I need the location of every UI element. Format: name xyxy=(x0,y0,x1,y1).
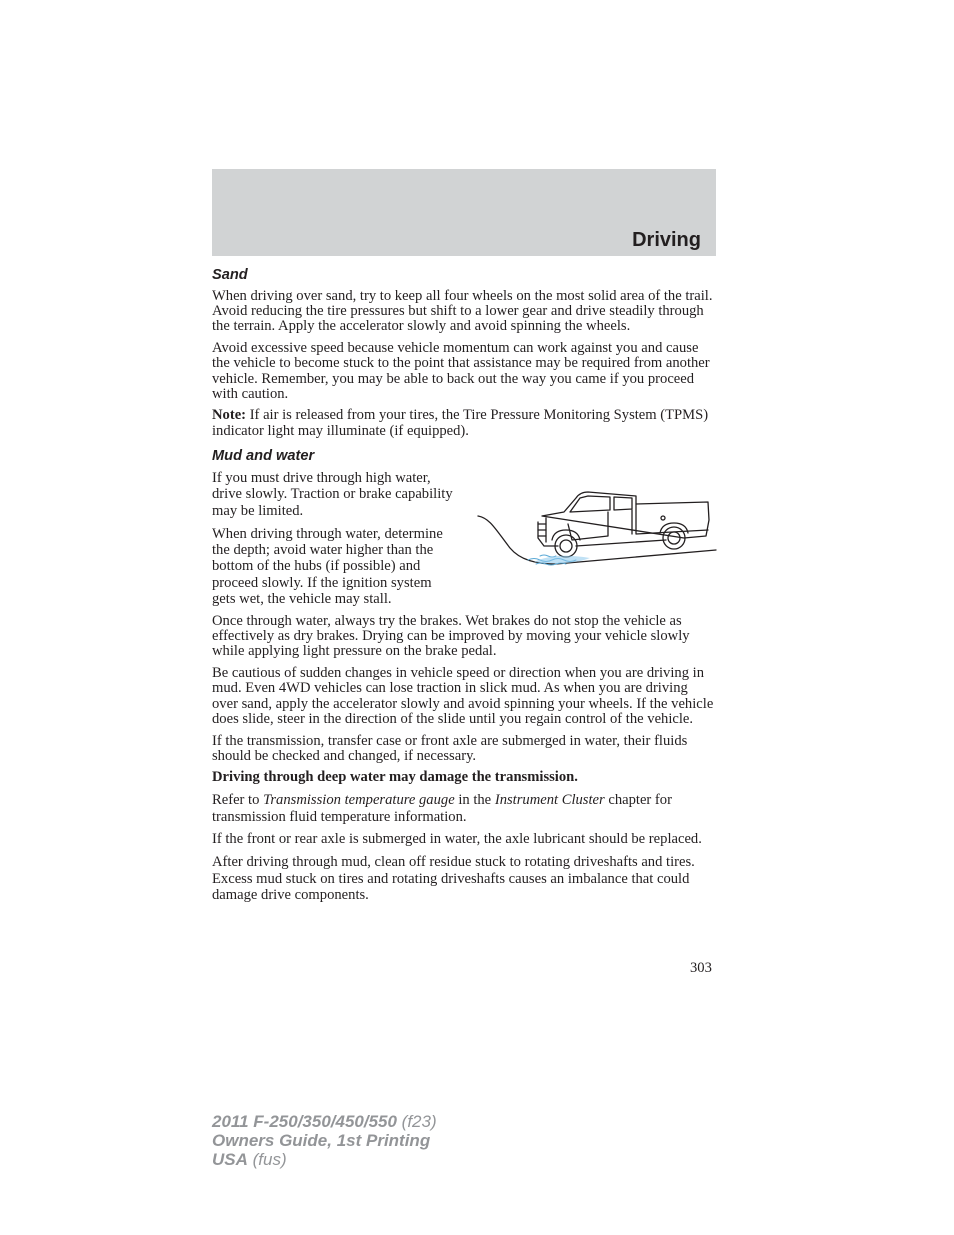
mud-paragraph-2: When driving through water, determine the depth; avoid water higher than the bottom of the hubs (if possible) and proceed slowly. If the ignition system gets wet, the vehicle may stall. xyxy=(212,525,443,608)
mud-intro-block xyxy=(212,470,716,608)
section-title: Driving xyxy=(632,229,701,251)
sand-note xyxy=(212,408,716,438)
refer-paragraph xyxy=(212,792,716,825)
mud-paragraph-4: Be cautious of sudden changes in vehicle speed or direction when you are driving in mud. Even 4WD vehicles can lose traction in slick mud. As when you are driving over sand, apply the accelerator slowly and avoid spinning your wheels. If the vehicle does slide, steer in the direction of the slide until you regain control of the vehicle. xyxy=(212,665,714,727)
footer-model: 2011 F-250/350/450/550 xyxy=(212,1112,397,1131)
footer-line-1 xyxy=(212,1112,437,1131)
footer-line-3 xyxy=(212,1150,437,1169)
mud-paragraph-5: If the transmission, transfer case or front axle are submerged in water, their fluids should be checked and changed, if necessary. xyxy=(212,732,688,764)
header-band xyxy=(212,169,716,256)
instrument-cluster-reference: Instrument Cluster xyxy=(494,792,605,809)
page-content xyxy=(212,266,716,910)
refer-text-c: chapter for transmission fluid temperature information. xyxy=(212,792,672,825)
footer-line-2: Owners Guide, 1st Printing xyxy=(212,1131,431,1150)
footer-region: USA xyxy=(212,1150,248,1169)
mud-water-heading: Mud and water xyxy=(212,447,315,464)
refer-text-a: Refer to xyxy=(212,792,264,809)
sand-paragraph-1: When driving over sand, try to keep all four wheels on the most solid area of the trail. Avoid reducing the tire pressures but shift to a lower gear and drive steadily through the terrain. Apply the accelerator slowly and avoid spinning the wheels. xyxy=(212,288,713,335)
refer-text-b: in the xyxy=(454,792,495,809)
sand-paragraph-2: Avoid excessive speed because vehicle momentum can work against you and cause the vehicle to become stuck to the point that assistance may be required from another vehicle. Remember, you may be able to back out the way you came if you proceed with caution. xyxy=(212,340,710,402)
mud-paragraph-1: If you must drive through high water, drive slowly. Traction or brake capability may be limited. xyxy=(212,469,453,519)
footer-region-code: (fus) xyxy=(247,1150,287,1169)
note-label: Note: xyxy=(212,407,247,424)
document-footer xyxy=(212,1112,437,1169)
deep-water-warning: Driving through deep water may damage the transmission. xyxy=(212,769,578,786)
sand-heading: Sand xyxy=(212,267,248,283)
mud-paragraph-6: If the front or rear axle is submerged in water, the axle lubricant should be replaced. xyxy=(212,831,702,848)
truck-in-water-illustration xyxy=(476,488,718,588)
footer-model-code: (f23) xyxy=(396,1112,437,1131)
transmission-gauge-reference: Transmission temperature gauge xyxy=(263,792,455,809)
page-number: 303 xyxy=(690,960,712,976)
mud-paragraph-7: After driving through mud, clean off residue stuck to rotating driveshafts and tires. Excess mud stuck on tires and rotating driveshafts causes an imbalance that could damage drive components. xyxy=(212,854,695,904)
note-text: If air is released from your tires, the Tire Pressure Monitoring System (TPMS) indicator light may illuminate (if equipped). xyxy=(212,407,709,439)
mud-paragraph-3: Once through water, always try the brakes. Wet brakes do not stop the vehicle as effectively as dry brakes. Drying can be improved by moving your vehicle slowly while applying light pressure on the brake pedal. xyxy=(212,613,690,660)
